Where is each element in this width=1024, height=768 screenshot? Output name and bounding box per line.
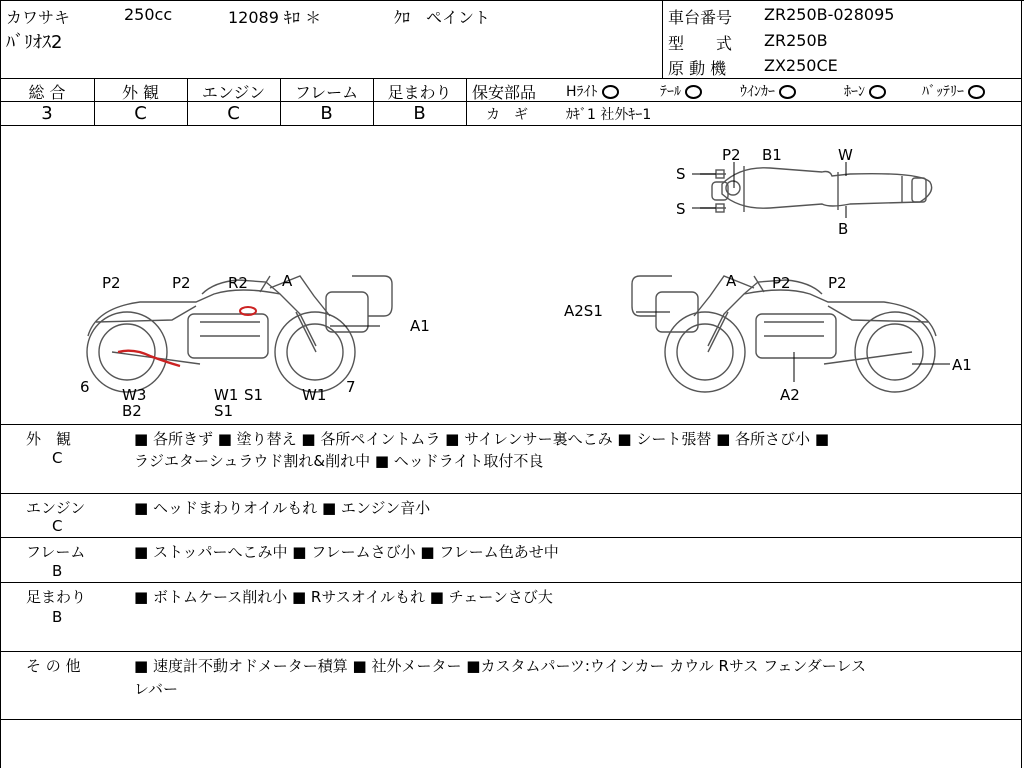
displacement: 250cc [124, 5, 173, 24]
label-right-a2: A2 [780, 386, 800, 404]
ok-circle-icon [602, 85, 619, 99]
type-value: ZR250B [764, 31, 828, 50]
label-left-b2: B2 [122, 402, 142, 420]
frame-no: ZR250B-028095 [764, 5, 895, 24]
section-title: 足まわり [26, 588, 87, 606]
label-right-p2b: P2 [828, 274, 847, 292]
label-left-p2a: P2 [102, 274, 121, 292]
section-grade: C [52, 517, 63, 535]
engine-value: ZX250CE [764, 56, 838, 75]
label-top-s1: S [676, 165, 686, 183]
grade-header-frame: フレーム [294, 83, 359, 102]
section-text: ■ ヘッドまわりオイルもれ ■ エンジン音小 [134, 499, 431, 517]
label-left-6: 6 [80, 378, 90, 396]
label-top-s2: S [676, 200, 686, 218]
label-left-7: 7 [346, 378, 356, 396]
section-text: ■ 各所きず ■ 塗り替え ■ 各所ペイントムラ ■ サイレンサー裏へこみ ■ シート張替 ■ 各所さび小 ■ [134, 430, 830, 448]
section-text: ■ ストッパーへこみ中 ■ フレームさび小 ■ フレーム色あせ中 [134, 543, 559, 561]
label-right-a: A [726, 272, 737, 290]
safety-item-horn: ﾎｰﾝ [844, 81, 886, 101]
bike-top-view [700, 166, 932, 212]
mileage: 12089 ｷﾛ ＊ [228, 8, 322, 27]
bike-left-view [87, 276, 392, 392]
safety-item-battery: ﾊﾞｯﾃﾘｰ [922, 81, 985, 101]
section-grade: C [52, 449, 63, 467]
label-top-w: W [838, 146, 853, 164]
label-left-a: A [282, 272, 293, 290]
label-right-a2s1: A2S1 [564, 302, 603, 320]
label-right-p2a: P2 [772, 274, 791, 292]
label-left-a1: A1 [410, 317, 430, 335]
label-top-b1: B1 [762, 146, 782, 164]
grade-header-engine: エンジン [201, 83, 266, 102]
key-label: カ ギ [486, 107, 528, 123]
grade-exterior: C [134, 103, 147, 124]
label-left-s1b: S1 [244, 386, 264, 404]
grade-engine: C [227, 103, 240, 124]
grade-total: 3 [41, 103, 53, 124]
grade-frame: B [320, 103, 333, 124]
safety-item-headlight: Hﾗｲﾄ [566, 81, 619, 101]
section-text: ■ ボトムケース削れ小 ■ Rサスオイルもれ ■ チェーンさび大 [134, 588, 553, 606]
ok-circle-icon [685, 85, 702, 99]
section-title: エンジン [26, 499, 86, 517]
label-top-b: B [838, 220, 849, 238]
label-left-w1b: W1 [302, 386, 327, 404]
section-text-2: レバー [134, 680, 178, 698]
label-left-w3: W3 [122, 386, 147, 404]
section-title: フレーム [26, 543, 86, 561]
ok-circle-icon [779, 85, 796, 99]
type-label: 型 式 [668, 34, 733, 53]
section-grade: B [52, 562, 63, 580]
grade-header-total: 総 合 [28, 83, 66, 102]
engine-label: 原 動 機 [668, 59, 727, 78]
section-title: そ の 他 [26, 657, 81, 675]
label-left-s1a: S1 [214, 402, 234, 420]
safety-item-winker: ｳｲﾝｶｰ [740, 81, 796, 101]
section-text: ■ 速度計不動オドメーター積算 ■ 社外メーター ■カスタムパーツ:ウインカー カウル Rサス フェンダーレス [134, 657, 867, 675]
bike-right-view [632, 276, 936, 392]
grade-suspension: B [413, 103, 426, 124]
label-left-w1a: W1 [214, 386, 239, 404]
grade-header-exterior: 外 観 [121, 83, 160, 102]
label-left-p2b: P2 [172, 274, 191, 292]
safety-label: 保安部品 [472, 83, 537, 102]
ok-circle-icon [869, 85, 886, 99]
safety-item-tail: ﾃｰﾙ [660, 81, 702, 101]
ok-circle-icon [968, 85, 985, 99]
label-left-r2: R2 [228, 274, 248, 292]
section-text-2: ラジエターシュラウド割れ&削れ中 ■ ヘッドライト取付不良 [134, 452, 544, 470]
color: ｸﾛ ペイント [394, 8, 491, 27]
maker: カワサキ [6, 8, 71, 27]
grade-header-suspension: 足まわり [387, 83, 452, 102]
section-grade: B [52, 608, 63, 626]
frame-no-label: 車台番号 [668, 8, 733, 27]
key-value: ｶｷﾞ1 社外ｷｰ1 [566, 107, 652, 123]
motorcycle-diagram [0, 126, 1021, 424]
label-top-p2: P2 [722, 146, 741, 164]
section-title: 外 観 [26, 430, 72, 448]
label-right-a1: A1 [952, 356, 972, 374]
damage-mark-exhaust [118, 351, 180, 366]
model-name: ﾊﾞﾘｵｽ2 [6, 32, 63, 53]
